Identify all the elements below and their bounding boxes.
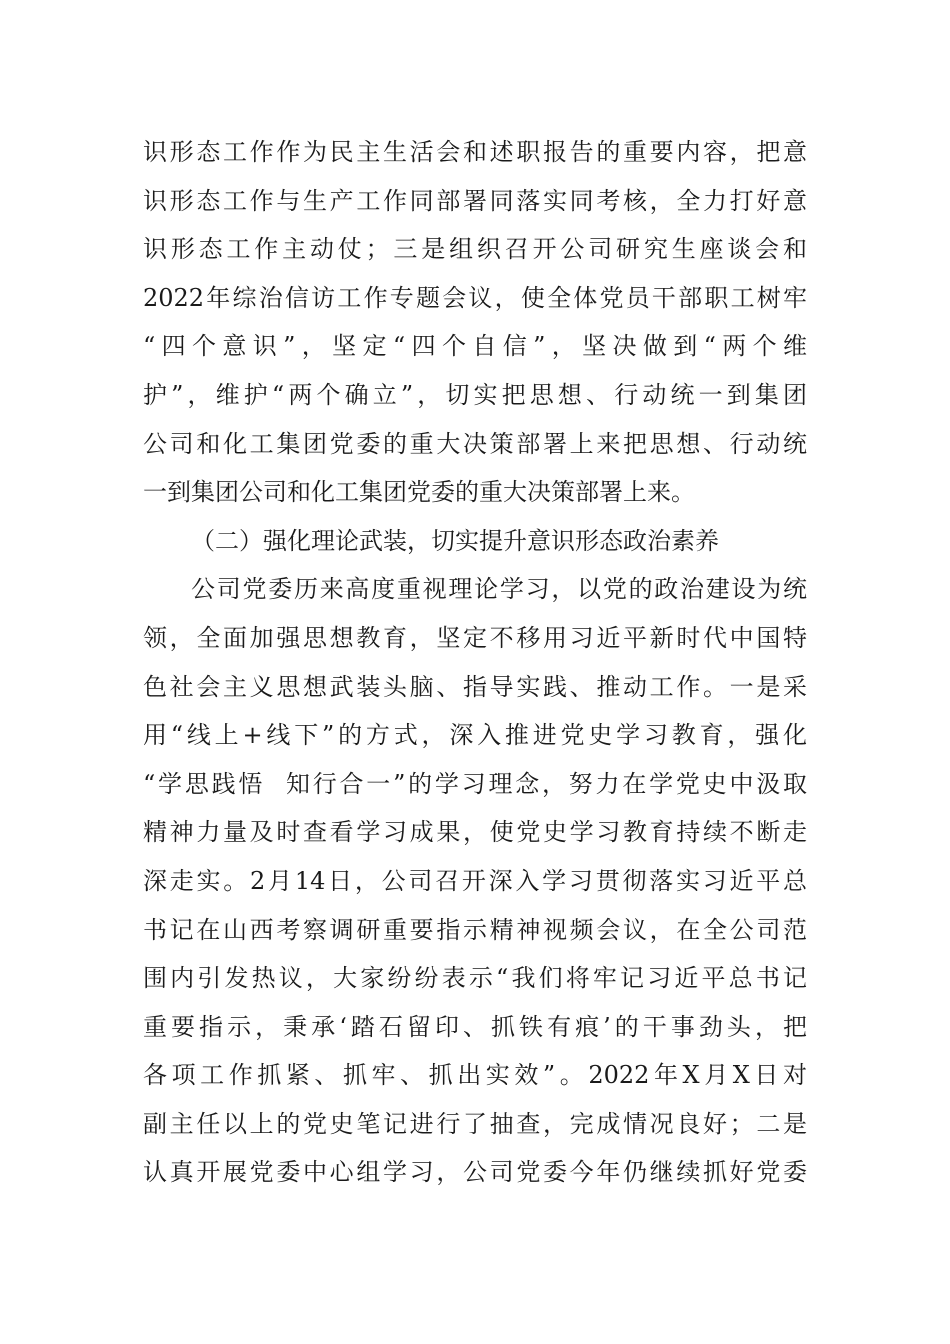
text-line: 深走实。2月14日，公司召开深入学习贯彻落实习近平总: [143, 866, 807, 895]
section-heading: （二）强化理论武装，切实提升意识形态政治素养: [191, 526, 719, 555]
text-line-paragraph-start: 公司党委历来高度重视理论学习，以党的政治建设为统: [191, 575, 807, 604]
text-line: 用“线上+线下”的方式，深入推进党史学习教育，强化: [143, 721, 807, 750]
text-line: 认真开展党委中心组学习，公司党委今年仍继续抓好党委: [143, 1158, 807, 1187]
text-line: 书记在山西考察调研重要指示精神视频会议，在全公司范: [143, 915, 807, 944]
text-line: 公司和化工集团党委的重大决策部署上来把思想、行动统: [143, 429, 807, 458]
text-line: 副主任以上的党史笔记进行了抽查，完成情况良好；二是: [143, 1109, 807, 1138]
text-line: 各项工作抓紧、抓牢、抓出实效”。2022年X月X日对: [143, 1061, 807, 1090]
text-line: 围内引发热议，大家纷纷表示“我们将牢记习近平总书记: [143, 964, 807, 993]
text-line: 识形态工作与生产工作同部署同落实同考核，全力打好意: [143, 186, 807, 215]
text-line-paragraph-end: 一到集团公司和化工集团党委的重大决策部署上来。: [143, 478, 695, 507]
document-body: [143, 128, 807, 1197]
text-line: “四个意识”，坚定“四个自信”，坚决做到“两个维: [143, 332, 807, 361]
text-line: 重要指示，秉承‘踏石留印、抓铁有痕’的干事劲头，把: [143, 1012, 807, 1041]
text-line: “学思践悟 知行合一”的学习理念，努力在学党史中汲取: [143, 769, 807, 798]
text-line: 精神力量及时查看学习成果，使党史学习教育持续不断走: [143, 818, 807, 847]
text-line: 领，全面加强思想教育，坚定不移用习近平新时代中国特: [143, 623, 807, 652]
text-line: 识形态工作主动仗；三是组织召开公司研究生座谈会和: [143, 235, 807, 264]
text-line: 护”，维护“两个确立”，切实把思想、行动统一到集团: [143, 380, 807, 409]
text-line: 2022年综治信访工作专题会议，使全体党员干部职工树牢: [143, 283, 807, 312]
text-line: 色社会主义思想武装头脑、指导实践、推动工作。一是采: [143, 672, 807, 701]
text-line: 识形态工作作为民主生活会和述职报告的重要内容，把意: [143, 138, 807, 166]
